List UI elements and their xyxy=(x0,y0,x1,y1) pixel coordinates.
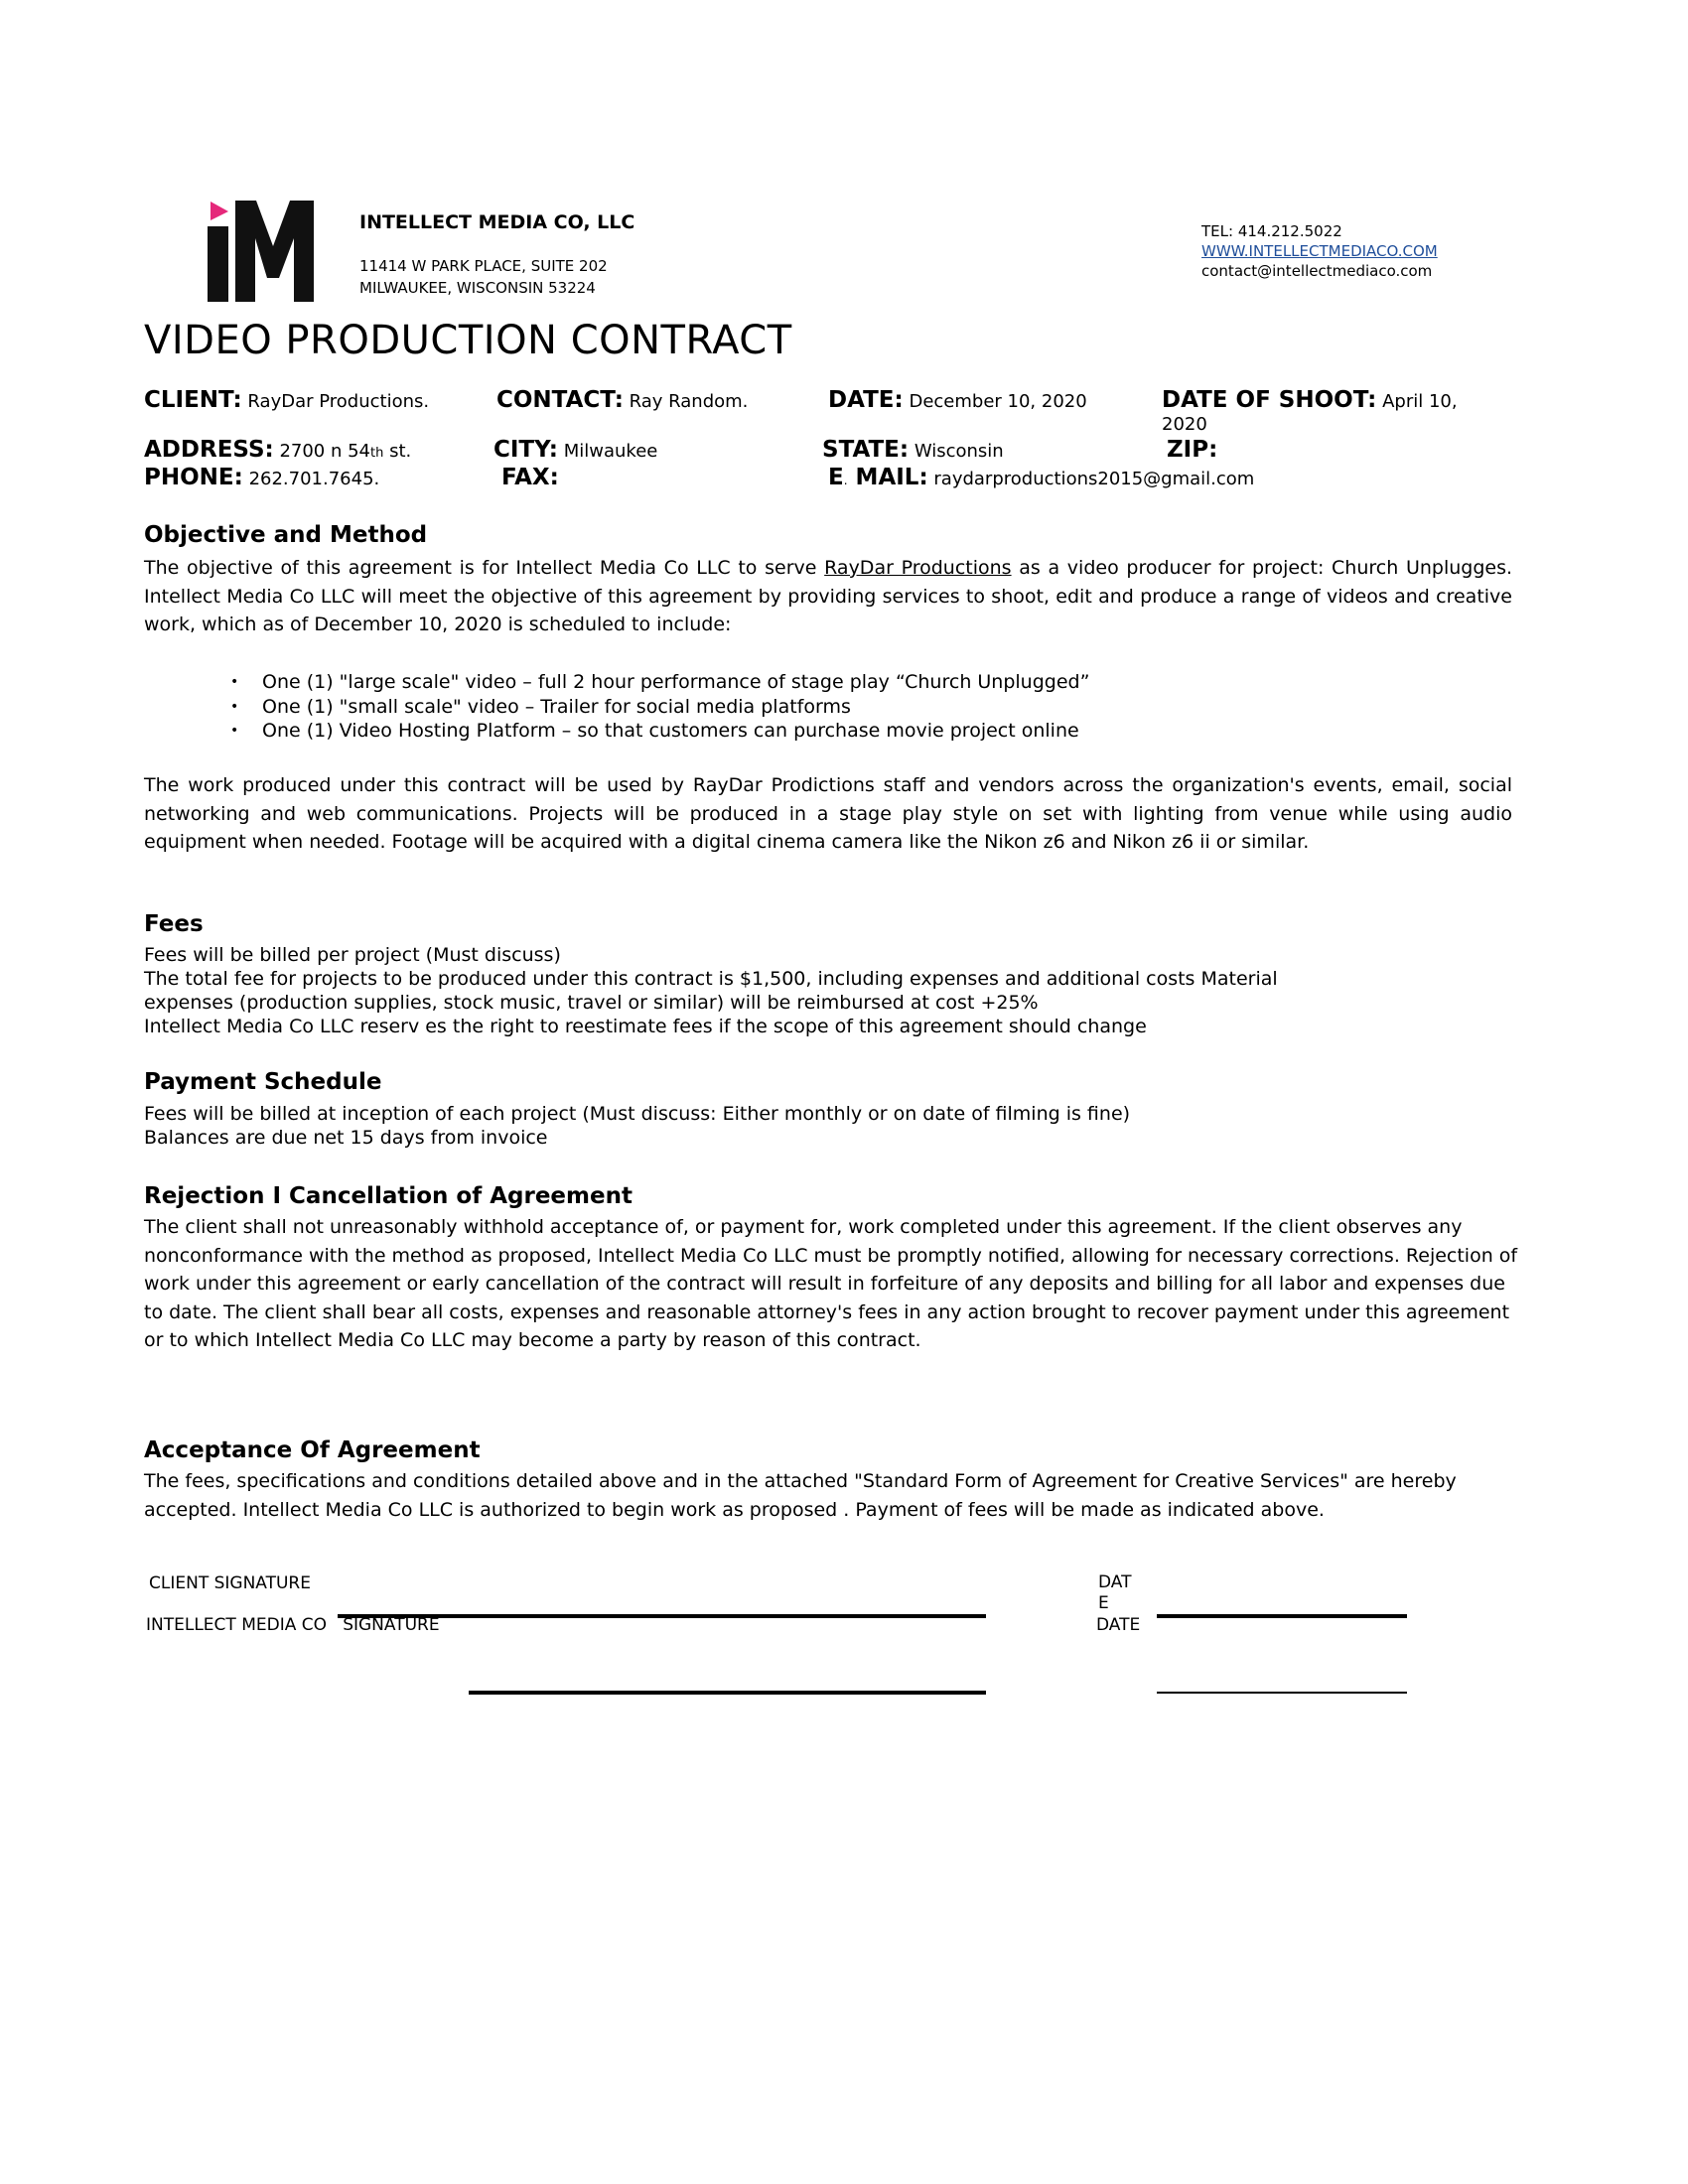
contact-field xyxy=(496,387,748,413)
state-value: Wisconsin xyxy=(914,441,1004,462)
phone-value: 262.701.7645. xyxy=(248,469,380,489)
company-tel: TEL: 414.212.5022 xyxy=(1201,222,1342,240)
fees-text xyxy=(144,943,1514,1038)
city-field xyxy=(493,437,657,463)
email-label-rest: MAIL: xyxy=(847,465,928,490)
fax-label: FAX: xyxy=(501,465,559,490)
phone-label: PHONE: xyxy=(144,465,243,490)
address-value: 2700 n 54 xyxy=(279,441,371,462)
list-item: • One (1) Video Hosting Platform – so that customers can purchase movie project online xyxy=(230,719,1089,744)
payment-text xyxy=(144,1102,1514,1150)
usage-paragraph: The work produced under this contract will be used by RayDar Prodictions staff and vendors across the organization's events, email, social networking and web communications. Projects will be produced in a stage play style on set with lighting from venue while using audio equipment when needed. Footage will be acquired with a digital cinema camera like the Nikon z6 and Nikon z6 ii or similar. xyxy=(144,774,1512,853)
address-suffix: th xyxy=(370,446,384,461)
objective-text-a: The objective of this agreement is for Intellect Media Co LLC to serve xyxy=(144,557,825,579)
date-field xyxy=(828,387,1087,413)
fees-heading: Fees xyxy=(144,911,204,937)
fees-line: expenses (production supplies, stock music, travel or similar) will be reimbursed at cost +25% xyxy=(144,992,1039,1014)
address-label: ADDRESS: xyxy=(144,437,274,463)
payment-line: Fees will be billed at inception of each project (Must discuss: Either monthly or on date of filming is fine) xyxy=(144,1103,1131,1125)
client-value: RayDar Productions. xyxy=(247,391,430,412)
fees-line: Fees will be billed per project (Must discuss) xyxy=(144,944,561,966)
email-value: raydarproductions2015@gmail.com xyxy=(933,469,1255,489)
phone-field xyxy=(144,465,379,490)
state-field xyxy=(822,437,1004,463)
zip-label: ZIP: xyxy=(1167,437,1218,463)
address-field xyxy=(144,437,411,463)
company-signature-label: INTELLECT MEDIA CO SIGNATURE xyxy=(146,1615,440,1635)
date-of-shoot-label: DATE OF SHOOT: xyxy=(1162,387,1377,413)
payment-line: Balances are due net 15 days from invoice xyxy=(144,1127,548,1149)
date-of-shoot-year: 2020 xyxy=(1162,414,1207,435)
acceptance-heading: Acceptance Of Agreement xyxy=(144,1437,481,1463)
client-field xyxy=(144,387,429,413)
deliverables-list xyxy=(230,670,1089,744)
rejection-paragraph: The client shall not unreasonably withhold acceptance of, or payment for, work completed under this agreement. If the client observes any nonconformance with the method as proposed, Intellect Media Co LLC must be promptly notified, allowing for necessary corrections. Rejection of work under this agreement or early cancellation of the contract will result in forfeiture of any deposits and billing for all labor and expenses due to date. The client shall bear all costs, expenses and reasonable attorney's fees in any action brought to recover payment under this agreement or to which Intellect Media Co LLC may become a party by reason of this contract. xyxy=(144,1216,1518,1351)
client-name-underlined: RayDar Productions xyxy=(824,557,1012,579)
objective-heading: Objective and Method xyxy=(144,522,428,548)
fees-line: Intellect Media Co LLC reserv es the right to reestimate fees if the scope of this agreement should change xyxy=(144,1016,1147,1037)
client-label: CLIENT: xyxy=(144,387,242,413)
date-of-shoot-field xyxy=(1162,387,1458,413)
date-label: DATE: xyxy=(828,387,904,413)
fees-line: The total fee for projects to be produced under this contract is $1,500, including expenses and additional costs Material xyxy=(144,968,1278,990)
client-signature-label: CLIENT SIGNATURE xyxy=(149,1573,311,1593)
company-email: contact@intellectmediaco.com xyxy=(1201,262,1433,280)
date-of-shoot-value: April 10, xyxy=(1382,391,1458,412)
date1-label-bottom: E xyxy=(1098,1593,1109,1613)
rejection-heading: Rejection I Cancellation of Agreement xyxy=(144,1183,633,1209)
address-street: st. xyxy=(383,441,412,462)
objective-text-b: as a video producer for project: Church Unplugges. Intellect Media Co LLC will meet the objective of this agreement by providing services to shoot, edit and produce a range of videos and creative work, which as of December 10, 2020 is scheduled to include: xyxy=(144,557,1513,635)
company-address-line1: 11414 W PARK PLACE, SUITE 202 xyxy=(359,257,608,275)
fax-field xyxy=(501,465,559,490)
company-signature-line[interactable] xyxy=(469,1691,986,1695)
date2-label: DATE xyxy=(1096,1615,1141,1635)
company-address-line2: MILWAUKEE, WISCONSIN 53224 xyxy=(359,279,596,297)
city-label: CITY: xyxy=(493,437,558,463)
list-item: • One (1) "small scale" video – Trailer for social media platforms xyxy=(230,695,1089,720)
company-logo xyxy=(204,197,323,304)
company-website-link[interactable]: WWW.INTELLECTMEDIACO.COM xyxy=(1201,242,1438,260)
company-date-line[interactable] xyxy=(1157,1692,1407,1694)
zip-field xyxy=(1167,437,1217,463)
contact-label: CONTACT: xyxy=(496,387,624,413)
email-field xyxy=(828,465,1254,490)
email-label-dot: . xyxy=(843,474,848,487)
client-date-line[interactable] xyxy=(1157,1614,1407,1618)
acceptance-paragraph: The fees, specifications and conditions detailed above and in the attached "Standard Form of Agreement for Creative Services" are hereby accepted. Intellect Media Co LLC is authorized to begin work as proposed . Payment of fees will be made as indicated above. xyxy=(144,1470,1457,1521)
objective-paragraph xyxy=(144,554,1512,639)
document-title: VIDEO PRODUCTION CONTRACT xyxy=(144,318,792,363)
company-name: INTELLECT MEDIA CO, LLC xyxy=(359,211,635,233)
date-value: December 10, 2020 xyxy=(909,391,1087,412)
city-value: Milwaukee xyxy=(563,441,658,462)
date1-label-top: DAT xyxy=(1098,1572,1132,1592)
email-label-e: E xyxy=(828,465,844,490)
state-label: STATE: xyxy=(822,437,910,463)
payment-heading: Payment Schedule xyxy=(144,1069,382,1095)
contact-value: Ray Random. xyxy=(629,391,749,412)
list-item: • One (1) "large scale" video – full 2 hour performance of stage play “Church Unplugged” xyxy=(230,670,1089,695)
